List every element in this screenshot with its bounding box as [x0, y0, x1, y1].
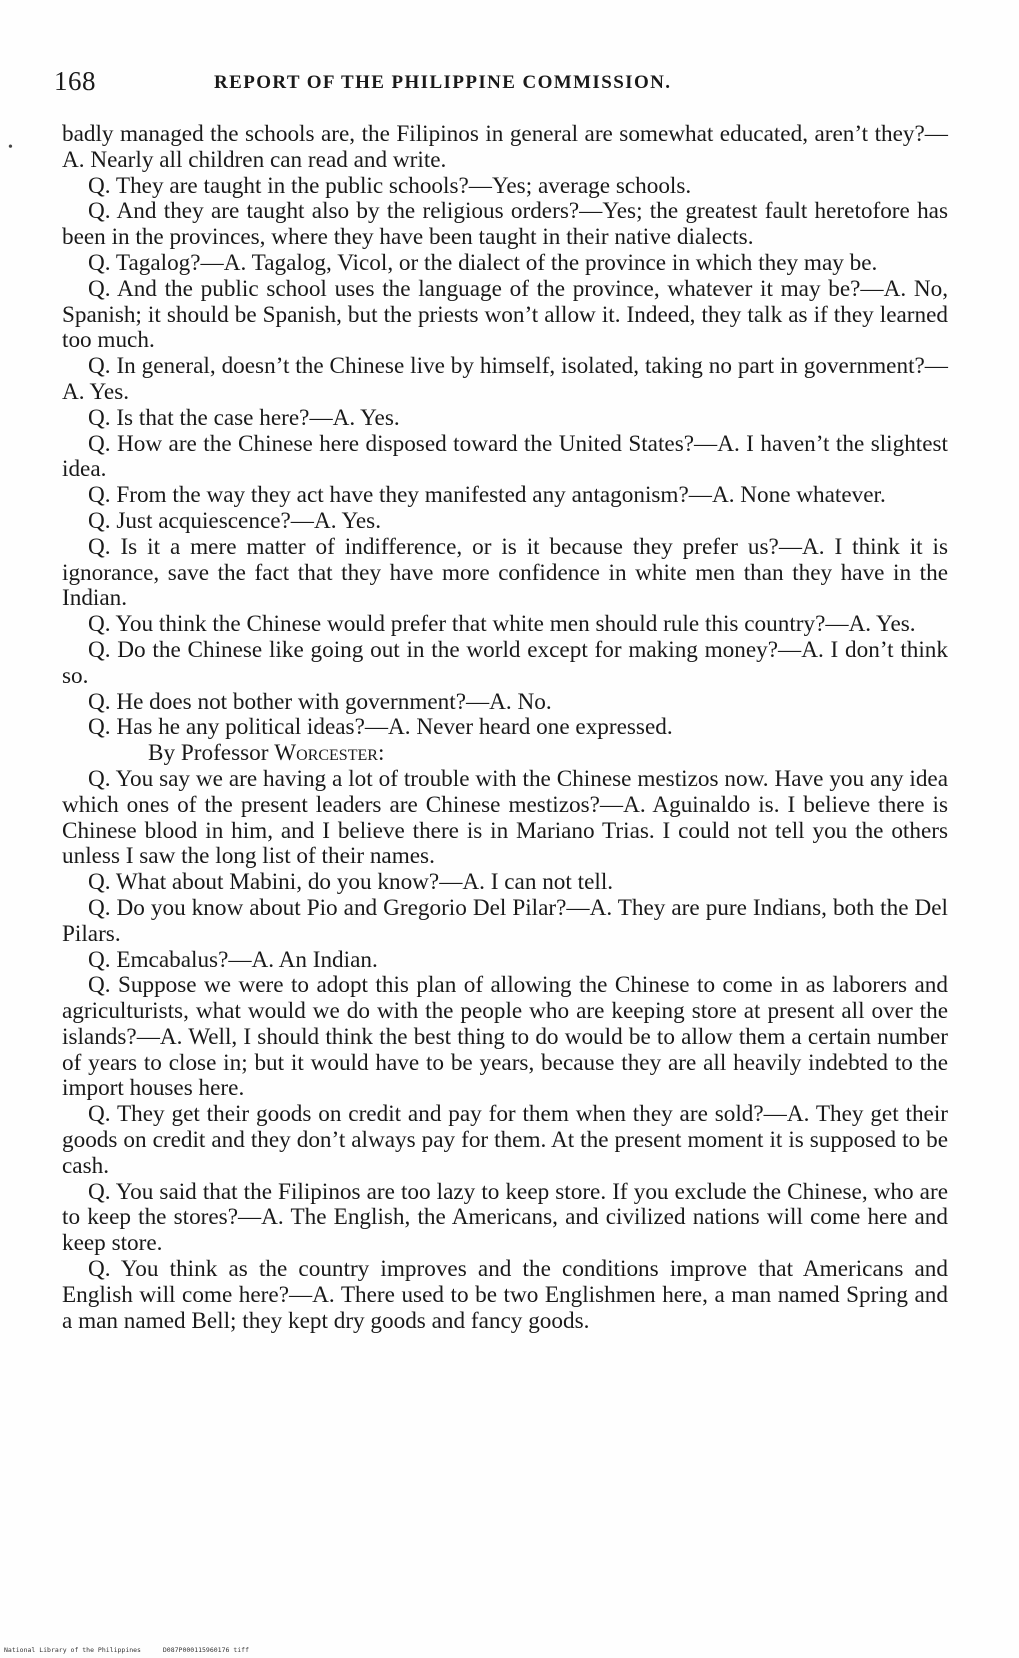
page-header [54, 66, 954, 106]
paragraph: Q. He does not bother with government?—A. No. [88, 688, 552, 715]
paragraph: badly managed the schools are, the Filipinos in general are somewhat educated, aren’t they?—A. Nearly all children can read and write. [62, 121, 948, 173]
paragraph: Q. And they are taught also by the religious orders?—Yes; the greatest fault heretofore has been in the provinces, where they have been taught in their native dialects. [62, 198, 948, 251]
footer-library: National Library of the Philippines [4, 1646, 141, 1654]
paragraph: Q. Do the Chinese like going out in the world except for making money?—A. I don’t think so. [62, 636, 948, 689]
paragraph: Q. You say we are having a lot of trouble with the Chinese mestizos now. Have you any idea which ones of the present leaders are Chinese mestizos?—A. Aguinaldo is. I believe there is Chinese blood in him, and I believe there is in Mariano Trias. I could not tell you the others unless I saw the long list of their names. [62, 765, 948, 870]
paragraph: Q. They get their goods on credit and pay for them when they are sold?—A. They get their goods on credit and they don’t always pay for them. At the present moment it is supposed to be cash. [62, 1101, 948, 1179]
paragraph: Q. Has he any political ideas?—A. Never heard one expressed. [88, 714, 673, 741]
paragraph: Q. What about Mabini, do you know?—A. I can not tell. [88, 869, 614, 896]
paragraph: Q. Emcabalus?—A. An Indian. [88, 946, 378, 973]
body-text [62, 122, 948, 1334]
section-heading-prefix: By Professor [148, 740, 275, 767]
paragraph: Q. Is it a mere matter of indifference, or is it because they prefer us?—A. I think it is ignorance, save the fact that they have more confidence in white men than they have in the Indian. [62, 533, 948, 612]
margin-speck: • [8, 140, 13, 155]
paragraph: Q. Do you know about Pio and Gregorio Del Pilar?—A. They are pure Indians, both the Del Pilars. [62, 894, 948, 947]
paragraph: Q. And the public school uses the language of the province, whatever it may be?—A. No, Spanish; it should be Spanish, but the priests won’t allow it. Indeed, they talk as if they learned too much. [62, 275, 948, 354]
section-heading-name: Worcester [274, 740, 378, 767]
paragraph: Q. You said that the Filipinos are too lazy to keep store. If you exclude the Chinese, who are to keep the stores?—A. The English, the Americans, and civilized nations will come here and keep store. [62, 1178, 948, 1257]
footer-file-id: D087P000115960176 tiff [162, 1646, 249, 1654]
section-heading-suffix: : [377, 740, 385, 767]
paragraph: Q. You think the Chinese would prefer that white men should rule this country?—A. Yes. [88, 611, 916, 638]
running-title: REPORT OF THE PHILIPPINE COMMISSION. [214, 72, 672, 93]
scan-footer [4, 1646, 404, 1654]
page-number: 168 [54, 66, 96, 96]
paragraph: Q. Is that the case here?—A. Yes. [88, 404, 400, 431]
paragraph: Q. How are the Chinese here disposed toward the United States?—A. I haven’t the slightest idea. [62, 430, 948, 483]
paragraph: Q. In general, doesn’t the Chinese live by himself, isolated, taking no part in government?—A. Yes. [62, 353, 948, 405]
paragraph: Q. Suppose we were to adopt this plan of allowing the Chinese to come in as laborers and agriculturists, what would we do with the people who are keeping store at present all over the islands?—A. Well, I should think the best thing to do would be to allow them a certain number of years to close in; but it would have to be years, because they are all heavily indebted to the import houses here. [62, 972, 948, 1102]
paragraph: Q. From the way they act have they manifested any antagonism?—A. None whatever. [88, 482, 886, 509]
section-heading [62, 741, 948, 767]
paragraph: Q. Tagalog?—A. Tagalog, Vicol, or the dialect of the province in which they may be. [88, 249, 878, 276]
paragraph: Q. You think as the country improves and the conditions improve that Americans and English will come here?—A. There used to be two Englishmen here, a man named Spring and a man named Bell; they kept dry goods and fancy goods. [62, 1256, 948, 1334]
paragraph: Q. Just acquiescence?—A. Yes. [88, 507, 382, 534]
paragraph: Q. They are taught in the public schools?—Yes; average schools. [88, 172, 692, 199]
